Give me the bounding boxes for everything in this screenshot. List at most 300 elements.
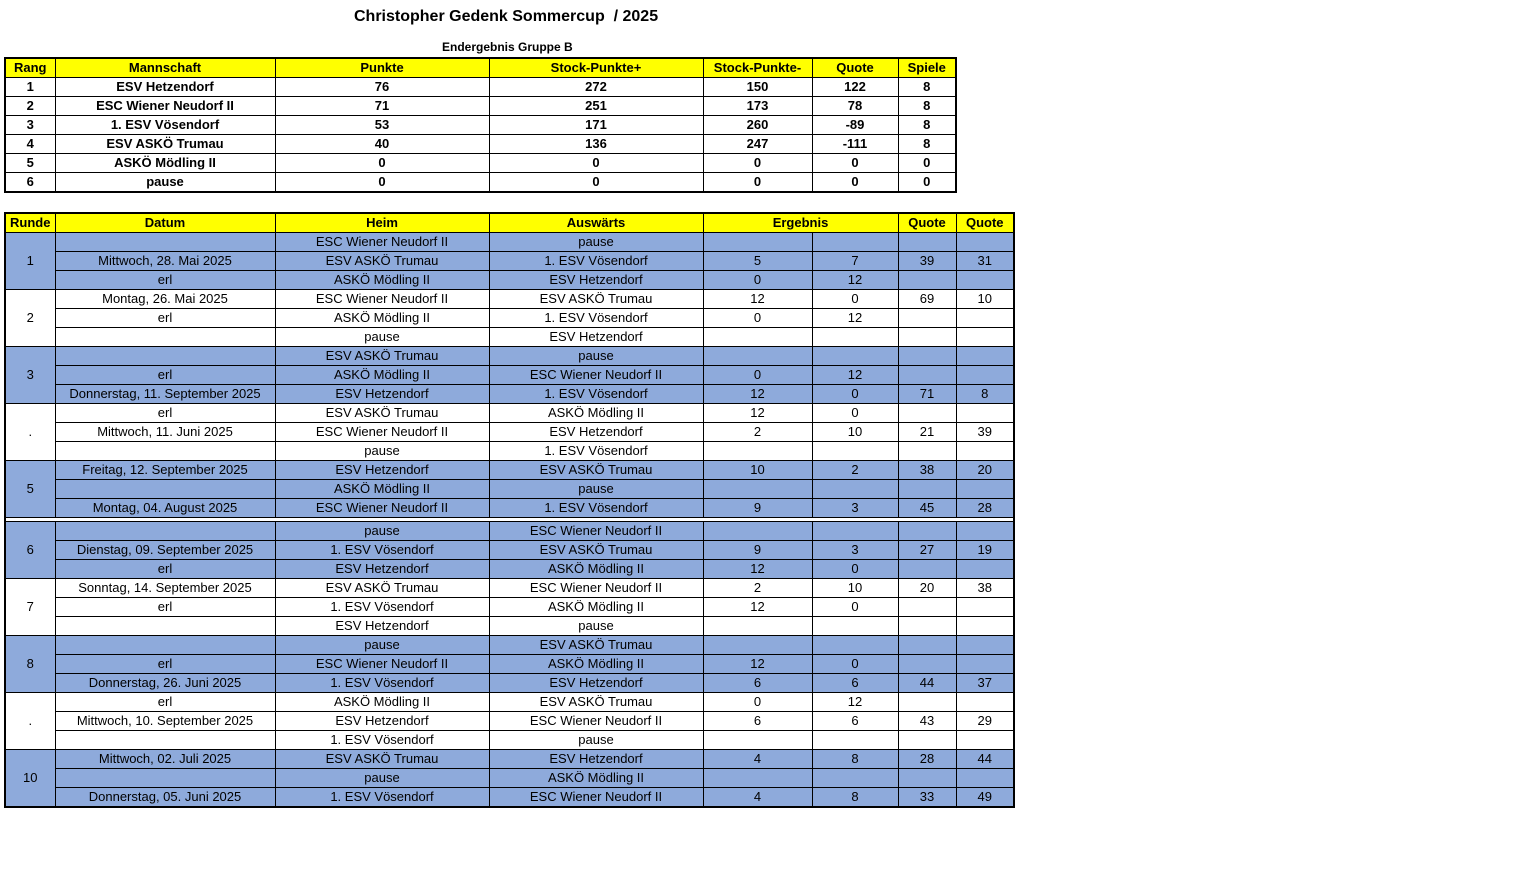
away-team: ESC Wiener Neudorf II <box>489 579 703 598</box>
standings-cell: 0 <box>898 154 956 173</box>
match-row <box>5 442 1014 461</box>
round-label: 1 <box>5 233 55 290</box>
match-row <box>5 731 1014 750</box>
match-row <box>5 769 1014 788</box>
score-away <box>812 636 898 655</box>
match-date <box>55 769 275 788</box>
away-team: ASKÖ Mödling II <box>489 404 703 423</box>
standings-cell: ESV Hetzendorf <box>55 78 275 97</box>
score-home: 10 <box>703 461 812 480</box>
away-team: ASKÖ Mödling II <box>489 769 703 788</box>
header-quote-home: Quote <box>898 213 956 233</box>
score-away: 8 <box>812 788 898 808</box>
score-away: 3 <box>812 541 898 560</box>
standings-header-cell: Punkte <box>275 58 489 78</box>
match-row <box>5 252 1014 271</box>
standings-cell: 0 <box>275 154 489 173</box>
quote-home <box>898 655 956 674</box>
standings-cell: ESV ASKÖ Trumau <box>55 135 275 154</box>
score-away: 6 <box>812 674 898 693</box>
quote-home <box>898 480 956 499</box>
quote-away <box>956 598 1014 617</box>
match-date <box>55 480 275 499</box>
standings-cell: 53 <box>275 116 489 135</box>
standings-cell: 1. ESV Vösendorf <box>55 116 275 135</box>
quote-away <box>956 442 1014 461</box>
matches-table <box>4 212 1015 808</box>
quote-home <box>898 271 956 290</box>
standings-cell: 40 <box>275 135 489 154</box>
score-away <box>812 442 898 461</box>
home-team: 1. ESV Vösendorf <box>275 731 489 750</box>
match-row <box>5 423 1014 442</box>
quote-away: 29 <box>956 712 1014 731</box>
match-date: erl <box>55 655 275 674</box>
score-home: 4 <box>703 788 812 808</box>
away-team: 1. ESV Vösendorf <box>489 442 703 461</box>
match-row <box>5 366 1014 385</box>
score-home: 12 <box>703 404 812 423</box>
quote-home <box>898 233 956 252</box>
standings-cell: ASKÖ Mödling II <box>55 154 275 173</box>
home-team: ESC Wiener Neudorf II <box>275 290 489 309</box>
quote-home <box>898 442 956 461</box>
match-date: Montag, 04. August 2025 <box>55 499 275 518</box>
match-date: Mittwoch, 10. September 2025 <box>55 712 275 731</box>
score-home: 5 <box>703 252 812 271</box>
round-label: 8 <box>5 636 55 693</box>
home-team: 1. ESV Vösendorf <box>275 541 489 560</box>
standings-cell: 76 <box>275 78 489 97</box>
header-heim: Heim <box>275 213 489 233</box>
quote-home <box>898 347 956 366</box>
standings-cell: -111 <box>812 135 898 154</box>
standings-cell: 0 <box>489 154 703 173</box>
score-home: 12 <box>703 385 812 404</box>
standings-cell: 0 <box>275 173 489 193</box>
home-team: pause <box>275 769 489 788</box>
score-away: 0 <box>812 290 898 309</box>
away-team: ESV ASKÖ Trumau <box>489 636 703 655</box>
match-date: Donnerstag, 26. Juni 2025 <box>55 674 275 693</box>
match-row <box>5 385 1014 404</box>
quote-home <box>898 328 956 347</box>
home-team: pause <box>275 328 489 347</box>
score-home <box>703 347 812 366</box>
standings-header-cell: Stock-Punkte+ <box>489 58 703 78</box>
quote-home <box>898 560 956 579</box>
away-team: ESV Hetzendorf <box>489 750 703 769</box>
round-label: 5 <box>5 461 55 518</box>
match-row <box>5 271 1014 290</box>
away-team: ASKÖ Mödling II <box>489 598 703 617</box>
match-row <box>5 788 1014 808</box>
standings-cell: 2 <box>5 97 55 116</box>
away-team: pause <box>489 480 703 499</box>
match-date <box>55 522 275 541</box>
score-away: 0 <box>812 598 898 617</box>
round-label: 3 <box>5 347 55 404</box>
match-date: Dienstag, 09. September 2025 <box>55 541 275 560</box>
away-team: pause <box>489 731 703 750</box>
quote-home: 39 <box>898 252 956 271</box>
quote-home <box>898 769 956 788</box>
away-team: ESV ASKÖ Trumau <box>489 461 703 480</box>
round-label: 2 <box>5 290 55 347</box>
score-home <box>703 636 812 655</box>
quote-away <box>956 347 1014 366</box>
score-home <box>703 442 812 461</box>
score-home: 12 <box>703 290 812 309</box>
quote-away: 20 <box>956 461 1014 480</box>
match-row <box>5 290 1014 309</box>
quote-home <box>898 617 956 636</box>
match-date <box>55 328 275 347</box>
quote-away <box>956 693 1014 712</box>
away-team: pause <box>489 617 703 636</box>
quote-away <box>956 617 1014 636</box>
home-team: ESV ASKÖ Trumau <box>275 252 489 271</box>
standings-row <box>5 154 956 173</box>
quote-home <box>898 693 956 712</box>
standings-row <box>5 78 956 97</box>
home-team: ESV Hetzendorf <box>275 560 489 579</box>
match-row <box>5 636 1014 655</box>
match-date: erl <box>55 598 275 617</box>
match-date <box>55 347 275 366</box>
quote-away: 39 <box>956 423 1014 442</box>
away-team: ESV ASKÖ Trumau <box>489 693 703 712</box>
standings-cell: 8 <box>898 116 956 135</box>
quote-away <box>956 404 1014 423</box>
away-team: 1. ESV Vösendorf <box>489 309 703 328</box>
round-label: . <box>5 404 55 461</box>
header-datum: Datum <box>55 213 275 233</box>
quote-away: 10 <box>956 290 1014 309</box>
standings-cell: 0 <box>898 173 956 193</box>
match-date: erl <box>55 693 275 712</box>
match-row <box>5 347 1014 366</box>
match-row <box>5 693 1014 712</box>
standings-cell: 3 <box>5 116 55 135</box>
standings-cell: 150 <box>703 78 812 97</box>
match-date <box>55 731 275 750</box>
match-date: Mittwoch, 02. Juli 2025 <box>55 750 275 769</box>
quote-away: 19 <box>956 541 1014 560</box>
standings-cell: 8 <box>898 135 956 154</box>
standings-row <box>5 135 956 154</box>
standings-cell: 0 <box>812 173 898 193</box>
away-team: ESV ASKÖ Trumau <box>489 290 703 309</box>
home-team: ESV Hetzendorf <box>275 712 489 731</box>
score-away <box>812 480 898 499</box>
match-row <box>5 579 1014 598</box>
away-team: 1. ESV Vösendorf <box>489 252 703 271</box>
standings-row <box>5 97 956 116</box>
quote-away: 31 <box>956 252 1014 271</box>
quote-home: 33 <box>898 788 956 808</box>
home-team: ESV ASKÖ Trumau <box>275 404 489 423</box>
quote-home <box>898 598 956 617</box>
match-row <box>5 309 1014 328</box>
score-home: 0 <box>703 693 812 712</box>
quote-away <box>956 328 1014 347</box>
home-team: ESV ASKÖ Trumau <box>275 579 489 598</box>
header-auswaerts: Auswärts <box>489 213 703 233</box>
standings-cell: 251 <box>489 97 703 116</box>
away-team: ESV ASKÖ Trumau <box>489 541 703 560</box>
standings-header-cell: Mannschaft <box>55 58 275 78</box>
match-row <box>5 674 1014 693</box>
standings-cell: -89 <box>812 116 898 135</box>
score-away: 0 <box>812 385 898 404</box>
away-team: ESV Hetzendorf <box>489 674 703 693</box>
standings-cell: 272 <box>489 78 703 97</box>
match-date: erl <box>55 271 275 290</box>
standings-cell: 0 <box>812 154 898 173</box>
away-team: ESV Hetzendorf <box>489 423 703 442</box>
match-row <box>5 655 1014 674</box>
standings-cell: 8 <box>898 97 956 116</box>
quote-away: 44 <box>956 750 1014 769</box>
match-row <box>5 617 1014 636</box>
standings-cell: 173 <box>703 97 812 116</box>
standings-cell: 0 <box>703 173 812 193</box>
match-date: Mittwoch, 11. Juni 2025 <box>55 423 275 442</box>
score-home <box>703 328 812 347</box>
quote-home <box>898 636 956 655</box>
quote-home: 44 <box>898 674 956 693</box>
match-date <box>55 617 275 636</box>
match-date: erl <box>55 560 275 579</box>
quote-away <box>956 655 1014 674</box>
score-home <box>703 522 812 541</box>
quote-home: 20 <box>898 579 956 598</box>
home-team: ESV Hetzendorf <box>275 385 489 404</box>
score-home: 0 <box>703 309 812 328</box>
match-row <box>5 461 1014 480</box>
score-away: 10 <box>812 579 898 598</box>
score-away <box>812 233 898 252</box>
score-home: 6 <box>703 674 812 693</box>
standings-cell: 247 <box>703 135 812 154</box>
match-date: Donnerstag, 05. Juni 2025 <box>55 788 275 808</box>
round-label: 6 <box>5 522 55 579</box>
home-team: ESV ASKÖ Trumau <box>275 347 489 366</box>
match-date: Sonntag, 14. September 2025 <box>55 579 275 598</box>
standings-header-row <box>5 58 956 78</box>
standings-header-cell: Quote <box>812 58 898 78</box>
score-home: 6 <box>703 712 812 731</box>
score-away <box>812 347 898 366</box>
home-team: pause <box>275 522 489 541</box>
home-team: ASKÖ Mödling II <box>275 693 489 712</box>
score-away: 0 <box>812 560 898 579</box>
standings-cell: 122 <box>812 78 898 97</box>
match-date: Freitag, 12. September 2025 <box>55 461 275 480</box>
home-team: ESC Wiener Neudorf II <box>275 423 489 442</box>
quote-away <box>956 309 1014 328</box>
match-row <box>5 328 1014 347</box>
match-row <box>5 233 1014 252</box>
quote-away <box>956 366 1014 385</box>
home-team: ESC Wiener Neudorf II <box>275 499 489 518</box>
standings-header-cell: Spiele <box>898 58 956 78</box>
standings-header-cell: Rang <box>5 58 55 78</box>
quote-away <box>956 769 1014 788</box>
score-home: 4 <box>703 750 812 769</box>
score-home: 12 <box>703 598 812 617</box>
match-date: erl <box>55 366 275 385</box>
match-date <box>55 442 275 461</box>
match-date: Mittwoch, 28. Mai 2025 <box>55 252 275 271</box>
quote-home: 43 <box>898 712 956 731</box>
quote-home <box>898 309 956 328</box>
quote-away <box>956 522 1014 541</box>
score-away <box>812 522 898 541</box>
away-team: pause <box>489 347 703 366</box>
quote-home: 27 <box>898 541 956 560</box>
home-team: ASKÖ Mödling II <box>275 309 489 328</box>
score-away: 12 <box>812 693 898 712</box>
match-row <box>5 598 1014 617</box>
quote-away <box>956 731 1014 750</box>
match-date: erl <box>55 309 275 328</box>
score-away: 8 <box>812 750 898 769</box>
home-team: ASKÖ Mödling II <box>275 480 489 499</box>
match-row <box>5 750 1014 769</box>
quote-home: 71 <box>898 385 956 404</box>
away-team: ESC Wiener Neudorf II <box>489 788 703 808</box>
match-row <box>5 499 1014 518</box>
away-team: ESV Hetzendorf <box>489 271 703 290</box>
quote-home: 45 <box>898 499 956 518</box>
match-row <box>5 560 1014 579</box>
quote-away: 49 <box>956 788 1014 808</box>
away-team: pause <box>489 233 703 252</box>
away-team: 1. ESV Vösendorf <box>489 499 703 518</box>
score-home: 2 <box>703 423 812 442</box>
match-row <box>5 480 1014 499</box>
quote-home <box>898 366 956 385</box>
away-team: 1. ESV Vösendorf <box>489 385 703 404</box>
match-row <box>5 541 1014 560</box>
standings-header-cell: Stock-Punkte- <box>703 58 812 78</box>
standings-cell: 136 <box>489 135 703 154</box>
standings-cell: 1 <box>5 78 55 97</box>
quote-home: 69 <box>898 290 956 309</box>
score-home: 12 <box>703 655 812 674</box>
score-home: 12 <box>703 560 812 579</box>
standings-table <box>4 57 957 193</box>
score-home: 0 <box>703 271 812 290</box>
away-team: ASKÖ Mödling II <box>489 655 703 674</box>
quote-home: 28 <box>898 750 956 769</box>
score-home <box>703 480 812 499</box>
match-row <box>5 712 1014 731</box>
home-team: pause <box>275 442 489 461</box>
quote-home: 21 <box>898 423 956 442</box>
home-team: ESV ASKÖ Trumau <box>275 750 489 769</box>
quote-home <box>898 404 956 423</box>
header-ergebnis: Ergebnis <box>703 213 898 233</box>
standings-cell: 0 <box>703 154 812 173</box>
standings-cell: 0 <box>489 173 703 193</box>
standings-cell: 260 <box>703 116 812 135</box>
quote-away <box>956 271 1014 290</box>
score-away: 7 <box>812 252 898 271</box>
score-home: 9 <box>703 499 812 518</box>
standings-cell: pause <box>55 173 275 193</box>
header-runde: Runde <box>5 213 55 233</box>
home-team: 1. ESV Vösendorf <box>275 598 489 617</box>
score-away <box>812 731 898 750</box>
score-home <box>703 233 812 252</box>
quote-home <box>898 731 956 750</box>
score-away: 12 <box>812 309 898 328</box>
score-home: 2 <box>703 579 812 598</box>
round-label: . <box>5 693 55 750</box>
score-away: 12 <box>812 366 898 385</box>
standings-row <box>5 173 956 193</box>
home-team: pause <box>275 636 489 655</box>
quote-home <box>898 522 956 541</box>
score-away: 3 <box>812 499 898 518</box>
home-team: ASKÖ Mödling II <box>275 271 489 290</box>
score-home: 0 <box>703 366 812 385</box>
quote-away: 37 <box>956 674 1014 693</box>
home-team: ESV Hetzendorf <box>275 461 489 480</box>
quote-away <box>956 480 1014 499</box>
match-date <box>55 233 275 252</box>
quote-away <box>956 233 1014 252</box>
match-date: Donnerstag, 11. September 2025 <box>55 385 275 404</box>
matches-header-row <box>5 213 1014 233</box>
score-home: 9 <box>703 541 812 560</box>
standings-cell: 171 <box>489 116 703 135</box>
standings-row <box>5 116 956 135</box>
away-team: ESC Wiener Neudorf II <box>489 712 703 731</box>
quote-away: 28 <box>956 499 1014 518</box>
standings-cell: 6 <box>5 173 55 193</box>
standings-cell: 4 <box>5 135 55 154</box>
quote-away: 8 <box>956 385 1014 404</box>
standings-cell: 71 <box>275 97 489 116</box>
home-team: 1. ESV Vösendorf <box>275 788 489 808</box>
away-team: ESC Wiener Neudorf II <box>489 366 703 385</box>
match-date: Montag, 26. Mai 2025 <box>55 290 275 309</box>
page-subtitle: Endergebnis Gruppe B <box>442 40 573 54</box>
quote-home: 38 <box>898 461 956 480</box>
away-team: ASKÖ Mödling II <box>489 560 703 579</box>
match-row <box>5 522 1014 541</box>
home-team: ESV Hetzendorf <box>275 617 489 636</box>
home-team: 1. ESV Vösendorf <box>275 674 489 693</box>
match-row <box>5 404 1014 423</box>
score-home <box>703 617 812 636</box>
score-away: 6 <box>812 712 898 731</box>
quote-away <box>956 560 1014 579</box>
round-label: 7 <box>5 579 55 636</box>
match-date <box>55 636 275 655</box>
score-home <box>703 769 812 788</box>
page-title: Christopher Gedenk Sommercup / 2025 <box>354 8 659 25</box>
score-home <box>703 731 812 750</box>
score-away: 0 <box>812 404 898 423</box>
standings-cell: ESC Wiener Neudorf II <box>55 97 275 116</box>
standings-cell: 8 <box>898 78 956 97</box>
score-away: 2 <box>812 461 898 480</box>
